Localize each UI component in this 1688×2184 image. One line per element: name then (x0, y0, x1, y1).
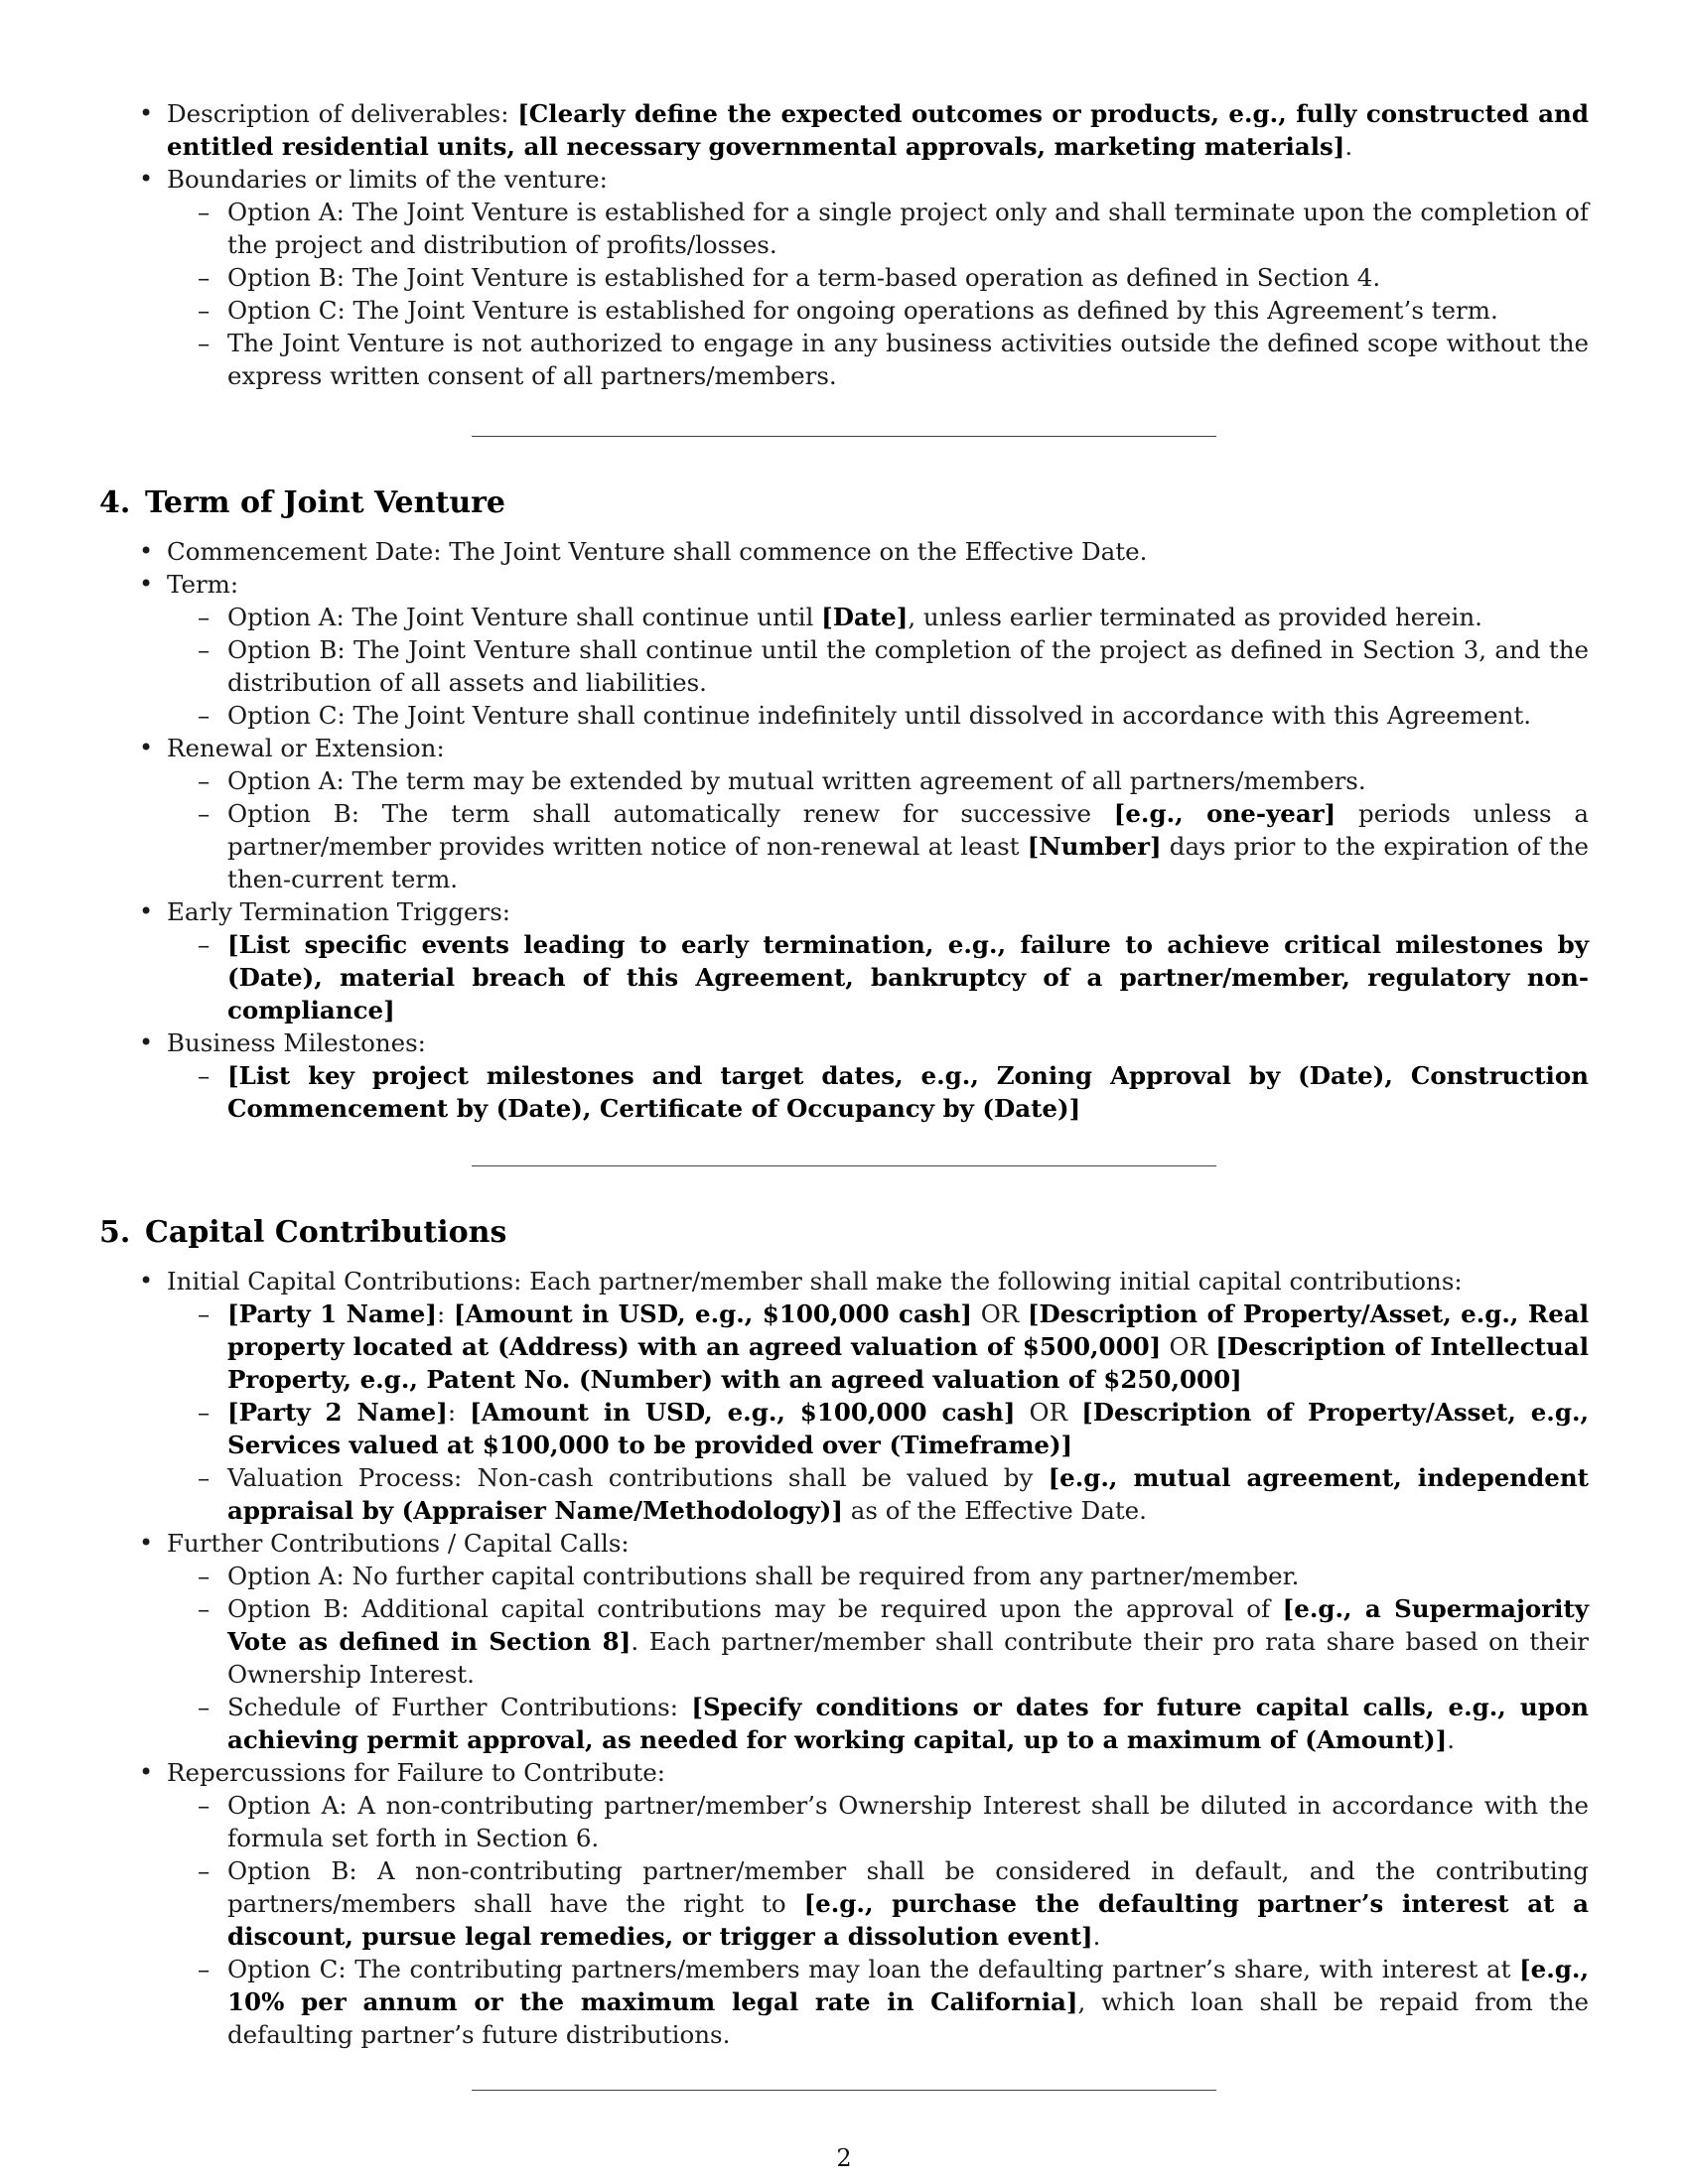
boundaries-sublist (167, 196, 1589, 392)
section-5-heading: 5. Capital Contributions (99, 1215, 507, 1250)
renewal-option-a: – Option A: The term may be extended by mutual written agreement of all partners/members. (227, 764, 1589, 797)
early-termination-sublist (167, 928, 1589, 1026)
early-termination-placeholder: – [List specific events leading to early termination, e.g., failure to achieve critical milestones by (Date), material breach of this Agreement, bankruptcy of a partner/member, regulatory non-compliance] (227, 928, 1589, 1026)
further-contributions-sublist (167, 1560, 1589, 1756)
document-page (99, 97, 1589, 2091)
boundaries-item: • Boundaries or limits of the venture: – Option A: The Joint Venture is established for a single project only and shall terminate upon the completion of the project and distribution of profits/losses. – Option B: The Joint Venture is established for a term-based operation as defined in Section 4. – Option C: The Joint Venture is established for ongoing operations as defined by this Agreement’s term. – The Joint Venture is not authorized to engage in any business activities outside the defined scope without the express written consent of all partners/members. (167, 163, 1589, 392)
repercussions-sublist (167, 1789, 1589, 2051)
schedule-of-contributions: – Schedule of Further Contributions: [Specify conditions or dates for future capital calls, e.g., upon achieving permit approval, as needed for working capital, up to a maximum of (Amount)]. (227, 1691, 1589, 1756)
further-option-b: – Option B: Additional capital contributions may be required upon the approval of [e.g., a Supermajority Vote as defined in Section 8]. Each partner/member shall contribute their pro rata share based on their Ownership Interest. (227, 1592, 1589, 1691)
commencement-item: • Commencement Date: The Joint Venture shall commence on the Effective Date. (167, 535, 1589, 568)
initial-contributions-item: • Initial Capital Contributions: Each partner/member shall make the following initial capital contributions: – [Party 1 Name]: [Amount in USD, e.g., $100,000 cash] OR [Description of Property/Asset, e.g., Real property located at (Address) with an agreed valuation of $500,000] OR [Description of Intellectual Property, e.g., Patent No. (Number) with an agreed valuation of $250,000] – [Party 2 Name]: [Amount in USD, e.g., $100,000 cash] OR [Description of Property/Asset, e.g., Services valued at $100,000 to be provided over (Timeframe)] – Valuation Process: Non-cash contributions shall be valued by [e.g., mutual agreement, independent appraisal by (Appraiser Name/Methodology)] as of the Effective Date. (167, 1265, 1589, 1527)
renewal-sublist (167, 764, 1589, 895)
section-3-continued-list (99, 97, 1589, 392)
term-option-c: – Option C: The Joint Venture shall continue indefinitely until dissolved in accordance with this Agreement. (227, 699, 1589, 732)
section-divider (472, 1165, 1216, 1166)
term-option-a: – Option A: The Joint Venture shall continue until [Date], unless earlier terminated as provided herein. (227, 601, 1589, 633)
boundary-option-c: – Option C: The Joint Venture is established for ongoing operations as defined by this Agreement’s term. (227, 294, 1589, 327)
section-divider (472, 2090, 1216, 2091)
early-termination-item: • Early Termination Triggers: – [List specific events leading to early termination, e.g., failure to achieve critical milestones by (Date), material breach of this Agreement, bankruptcy of a partner/member, regulatory non-compliance] (167, 895, 1589, 1026)
boundary-scope-limit: – The Joint Venture is not authorized to engage in any business activities outside the defined scope without the express written consent of all partners/members. (227, 327, 1589, 392)
section-4-heading: 4. Term of Joint Venture (99, 485, 506, 520)
page-number: 2 (836, 2144, 852, 2172)
repercussion-option-c: – Option C: The contributing partners/members may loan the defaulting partner’s share, with interest at [e.g., 10% per annum or the maximum legal rate in California], which loan shall be repaid from the defaulting partner’s future distributions. (227, 1953, 1589, 2051)
term-option-b: – Option B: The Joint Venture shall continue until the completion of the project as defined in Section 3, and the distribution of all assets and liabilities. (227, 633, 1589, 699)
further-option-a: – Option A: No further capital contributions shall be required from any partner/member. (227, 1560, 1589, 1592)
further-contributions-item: • Further Contributions / Capital Calls: – Option A: No further capital contributions shall be required from any partner/member. – Option B: Additional capital contributions may be required upon the approval of [e.g., a Supermajority Vote as defined in Section 8]. Each partner/member shall contribute their pro rata share based on their Ownership Interest. – Schedule of Further Contributions: [Specify conditions or dates for future capital calls, e.g., upon achieving permit approval, as needed for working capital, up to a maximum of (Amount)]. (167, 1527, 1589, 1756)
placeholder: [Date] (821, 603, 909, 631)
renewal-item: • Renewal or Extension: – Option A: The term may be extended by mutual written agreement of all partners/members. – Option B: The term shall automatically renew for successive [e.g., one-year] periods unless a partner/member provides written notice of non-renewal at least [Number] days prior to the expiration of the then-current term. (167, 732, 1589, 895)
repercussion-option-b: – Option B: A non-contributing partner/member shall be considered in default, and the contributing partners/members shall have the right to [e.g., purchase the defaulting partner’s interest at a discount, pursue legal remedies, or trigger a dissolution event]. (227, 1854, 1589, 1953)
placeholder: [Number] (1027, 832, 1162, 861)
term-item: • Term: – Option A: The Joint Venture shall continue until [Date], unless earlier terminated as provided herein. – Option B: The Joint Venture shall continue until the completion of the project as defined in Section 3, and the distribution of all assets and liabilities. – Option C: The Joint Venture shall continue indefinitely until dissolved in accordance with this Agreement. (167, 568, 1589, 732)
repercussion-option-a: – Option A: A non-contributing partner/member’s Ownership Interest shall be diluted in accordance with the formula set forth in Section 6. (227, 1789, 1589, 1854)
deliverables-item: • Description of deliverables: [Clearly define the expected outcomes or products, e.g., fully constructed and entitled residential units, all necessary governmental approvals, marketing materials]. (167, 97, 1589, 163)
valuation-process: – Valuation Process: Non-cash contributions shall be valued by [e.g., mutual agreement, independent appraisal by (Appraiser Name/Methodology)] as of the Effective Date. (227, 1461, 1589, 1527)
term-sublist (167, 601, 1589, 732)
repercussions-item: • Repercussions for Failure to Contribute: – Option A: A non-contributing partner/member’s Ownership Interest shall be diluted in accordance with the formula set forth in Section 6. – Option B: A non-contributing partner/member shall be considered in default, and the contributing partners/members shall have the right to [e.g., purchase the defaulting partner’s interest at a discount, pursue legal remedies, or trigger a dissolution event]. – Option C: The contributing partners/members may loan the defaulting partner’s share, with interest at [e.g., 10% per annum or the maximum legal rate in California], which loan shall be repaid from the defaulting partner’s future distributions. (167, 1756, 1589, 2051)
boundary-option-a: – Option A: The Joint Venture is established for a single project only and shall terminate upon the completion of the project and distribution of profits/losses. (227, 196, 1589, 261)
milestones-sublist (167, 1059, 1589, 1125)
section-5-list (99, 1265, 1589, 2051)
milestones-placeholder: – [List key project milestones and target dates, e.g., Zoning Approval by (Date), Construction Commencement by (Date), Certificate of Occupancy by (Date)] (227, 1059, 1589, 1125)
placeholder: [Clearly define the expected outcomes or products, e.g., fully constructed and entitled residential units, all necessary governmental approvals, marketing materials] (167, 99, 1589, 161)
party-1-contribution: – [Party 1 Name]: [Amount in USD, e.g., $100,000 cash] OR [Description of Property/Asset, e.g., Real property located at (Address) with an agreed valuation of $500,000] OR [Description of Intellectual Property, e.g., Patent No. (Number) with an agreed valuation of $250,000] (227, 1297, 1589, 1396)
section-4-list (99, 535, 1589, 1125)
party-2-contribution: – [Party 2 Name]: [Amount in USD, e.g., $100,000 cash] OR [Description of Property/Asset, e.g., Services valued at $100,000 to be provided over (Timeframe)] (227, 1396, 1589, 1461)
milestones-item: • Business Milestones: – [List key project milestones and target dates, e.g., Zoning Approval by (Date), Construction Commencement by (Date), Certificate of Occupancy by (Date)] (167, 1026, 1589, 1125)
renewal-option-b: – Option B: The term shall automatically renew for successive [e.g., one-year] periods unless a partner/member provides written notice of non-renewal at least [Number] days prior to the expiration of the then-current term. (227, 797, 1589, 895)
section-divider (472, 436, 1216, 437)
placeholder: [e.g., one-year] (1113, 799, 1336, 828)
boundary-option-b: – Option B: The Joint Venture is established for a term-based operation as defined in Section 4. (227, 261, 1589, 294)
initial-contributions-sublist (167, 1297, 1589, 1527)
